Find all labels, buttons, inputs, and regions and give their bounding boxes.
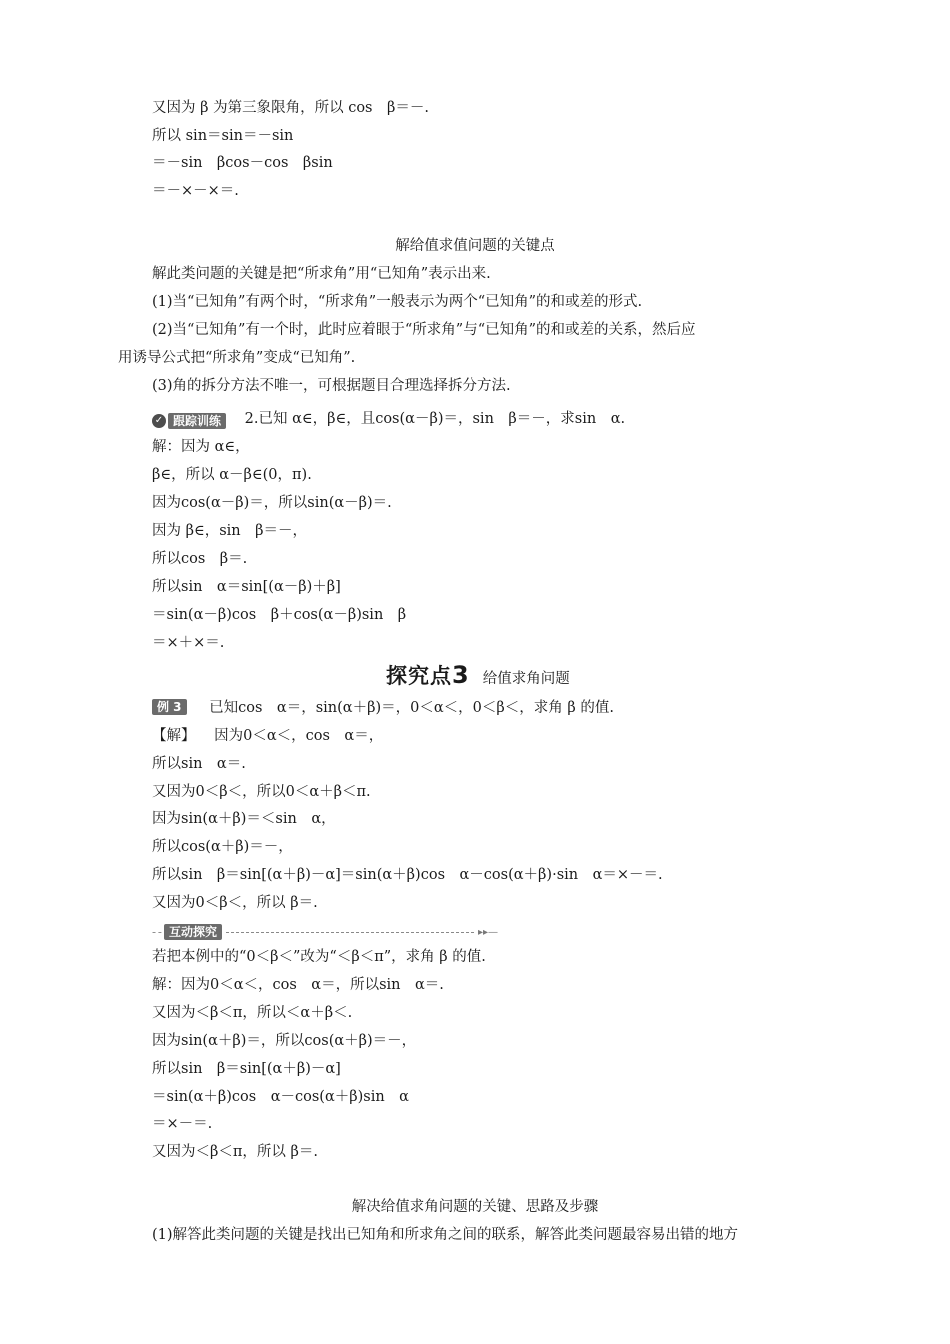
example-question-line xyxy=(152,698,614,718)
tracking-badge: ✓ 跟踪训练 xyxy=(152,413,226,429)
text-line: 若把本例中的“0＜β＜”改为“＜β＜π”，求角 β 的值. xyxy=(152,949,486,965)
section-title: 探究点 xyxy=(386,663,452,688)
tracking-question: 2.已知 α∈，β∈，且cos(α－β)＝，sin β＝－，求sin α. xyxy=(244,411,626,427)
text-line: 所以sin α＝. xyxy=(152,756,246,772)
example-badge: 例 3 xyxy=(152,699,187,715)
check-icon: ✓ xyxy=(152,414,166,428)
text-line: 所以sin β＝sin[(α＋β)－α] xyxy=(152,1061,341,1077)
interactive-badge: 互动探究 xyxy=(164,924,222,940)
section-number: 3 xyxy=(452,661,469,689)
note-title: 解决给值求角问题的关键、思路及步骤 xyxy=(351,1199,599,1215)
dash-decoration: - - xyxy=(152,925,161,939)
text-line: 所以cos β＝. xyxy=(152,551,248,567)
text-line: β∈，所以 α－β∈(0，π). xyxy=(152,467,312,483)
text-line: 所以sin α＝sin[(α－β)＋β] xyxy=(152,579,341,595)
note-paragraph: 用诱导公式把“所求角”变成“已知角”. xyxy=(118,350,356,366)
note-paragraph: 解此类问题的关键是把“所求角”用“已知角”表示出来. xyxy=(152,266,491,282)
text-line: 因为 β∈，sin β＝－， xyxy=(152,523,308,539)
arrow-icon: ▸▸— xyxy=(477,926,498,938)
text-line: ＝－×－×＝. xyxy=(152,183,239,199)
section-subtitle: 给值求角问题 xyxy=(482,671,570,687)
text-line: 又因为0＜β＜，所以0＜α＋β＜π. xyxy=(152,784,371,800)
tracking-question-line xyxy=(152,409,625,429)
text-line: 又因为0＜β＜，所以 β＝. xyxy=(152,895,318,911)
solution-label: 【解】 xyxy=(152,728,196,744)
text-line: ＝sin(α－β)cos β＋cos(α－β)sin β xyxy=(152,607,407,623)
note-paragraph: (1)当“已知角”有两个时，“所求角”一般表示为两个“已知角”的和或差的形式. xyxy=(152,294,643,310)
text-line: 解：因为0＜α＜，cos α＝，所以sin α＝. xyxy=(152,977,444,993)
solution-line xyxy=(152,726,383,746)
text-line: 因为sin(α＋β)＝＜sin α， xyxy=(152,811,336,827)
text-line: 又因为＜β＜π，所以＜α＋β＜. xyxy=(152,1005,353,1021)
text-line: 所以 sin＝sin＝－sin xyxy=(152,128,294,144)
text-line: ＝×－＝. xyxy=(152,1116,213,1132)
text-line: 又因为＜β＜π，所以 β＝. xyxy=(152,1144,319,1160)
text-line: 因为sin(α＋β)＝，所以cos(α＋β)＝－， xyxy=(152,1033,417,1049)
section-heading xyxy=(386,660,570,694)
text-line: 解：因为 α∈， xyxy=(152,439,250,455)
divider xyxy=(226,932,474,933)
note-paragraph: (1)解答此类问题的关键是找出已知角和所求角之间的联系，解答此类问题最容易出错的地方 xyxy=(152,1227,739,1243)
example-question: 已知cos α＝，sin(α＋β)＝，0＜α＜，0＜β＜，求角 β 的值. xyxy=(209,700,614,716)
text-line: ＝×＋×＝. xyxy=(152,635,225,651)
note-title: 解给值求值问题的关键点 xyxy=(395,238,555,254)
text-line: 因为0＜α＜，cos α＝， xyxy=(214,728,384,744)
text-line: 所以sin β＝sin[(α＋β)－α]＝sin(α＋β)cos α－cos(α＋β)·sin α＝×－＝. xyxy=(152,867,663,883)
note-paragraph: (2)当“已知角”有一个时，此时应着眼于“所求角”与“已知角”的和或差的关系，然后应 xyxy=(152,322,696,338)
text-line: 因为cos(α－β)＝，所以sin(α－β)＝. xyxy=(152,495,392,511)
text-line: ＝－sin βcos－cos βsin xyxy=(152,155,333,171)
interactive-header xyxy=(152,924,498,940)
text-line: ＝sin(α＋β)cos α－cos(α＋β)sin α xyxy=(152,1089,409,1105)
text-line: 所以cos(α＋β)＝－， xyxy=(152,839,293,855)
note-paragraph: (3)角的拆分方法不唯一，可根据题目合理选择拆分方法. xyxy=(152,378,511,394)
text-line: 又因为 β 为第三象限角，所以 cos β＝－. xyxy=(152,100,429,116)
